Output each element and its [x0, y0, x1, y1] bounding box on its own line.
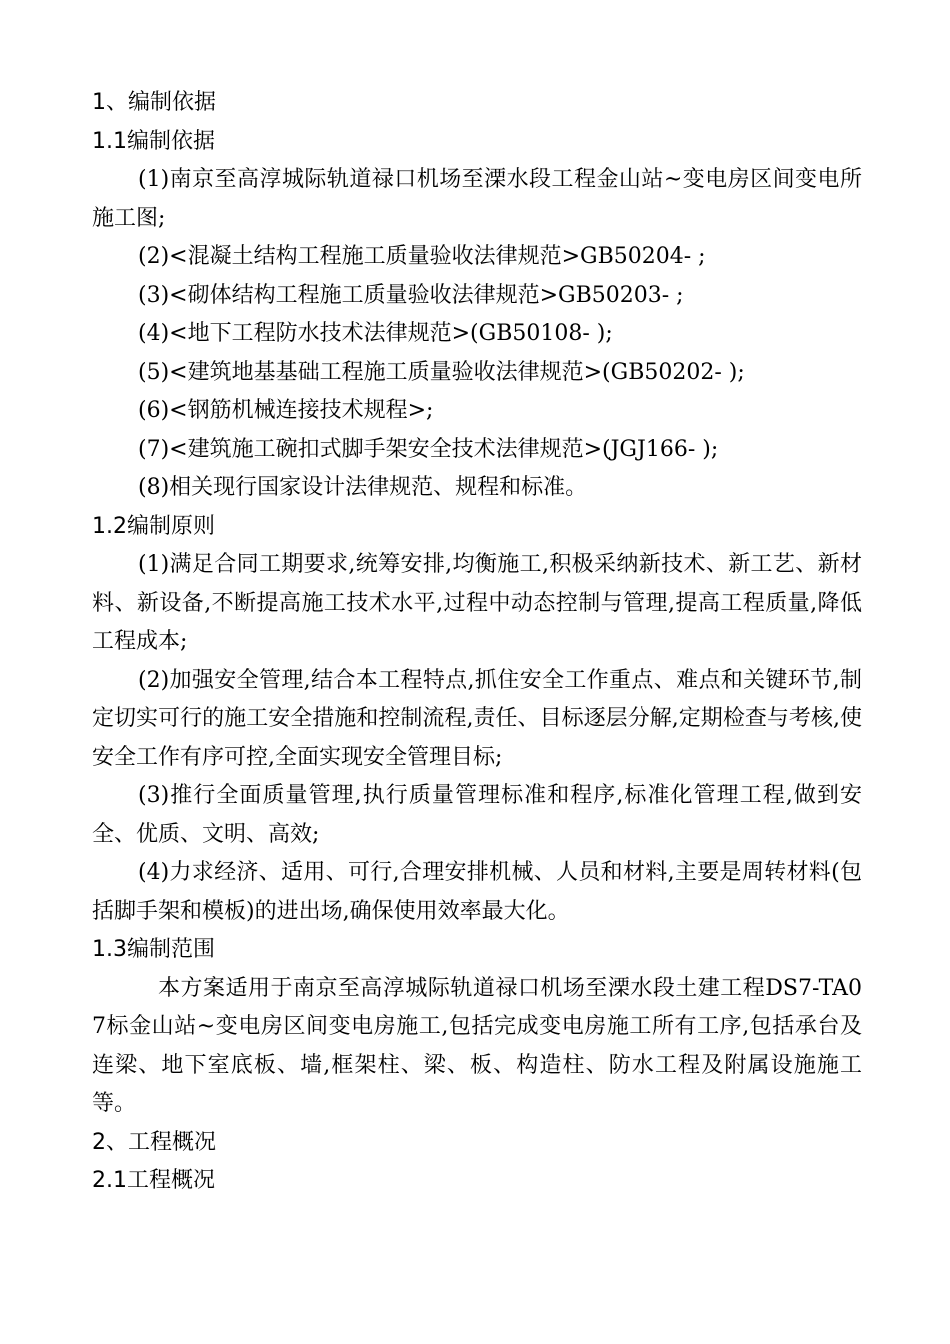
list-item: (2)<混凝土结构工程施工质量验收法律规范>GB50204- ;	[138, 244, 706, 269]
list-item: (3)<砌体结构工程施工质量验收法律规范>GB50203- ;	[138, 282, 684, 308]
list-item: (4)<地下工程防水技术法律规范>(GB50108- );	[138, 321, 613, 346]
list-item: (8)相关现行国家设计法律规范、规程和标准。	[138, 475, 588, 500]
list-item: (2)加强安全管理,结合本工程特点,抓住安全工作重点、难点和关键环节,制定切实可行的施工安全措施和控制流程,责任、目标逐层分解,定期检查与考核,使安全工作有序可控,全面实现安全管理目标;	[92, 667, 862, 770]
section-heading-1: 1、编制依据	[92, 90, 216, 115]
list-item: (1)满足合同工期要求,统筹安排,均衡施工,积极采纳新技术、新工艺、新材料、新设备,不断提高施工技术水平,过程中动态控制与管理,提高工程质量,降低工程成本;	[92, 552, 862, 654]
subsection-heading-1-2: 1.2编制原则	[92, 513, 215, 539]
list-item: (5)<建筑地基基础工程施工质量验收法律规范>(GB50202- );	[138, 359, 745, 385]
list-item: (3)推行全面质量管理,执行质量管理标准和程序,标准化管理工程,做到安全、优质、文明、高效;	[92, 783, 862, 847]
subsection-heading-1-1: 1.1编制依据	[92, 128, 215, 154]
scope-paragraph: 本方案适用于南京至高淳城际轨道禄口机场至溧水段土建工程DS7-TA07标金山站~变电房区间变电房施工,包括完成变电房施工所有工序,包括承台及连梁、地下室底板、墙,框架柱、梁、板、构造柱、防水工程及附属设施施工等。	[92, 975, 862, 1116]
list-item: (1)南京至高淳城际轨道禄口机场至溧水段工程金山站~变电房区间变电所施工图;	[92, 167, 862, 231]
subsection-heading-2-1: 2.1工程概况	[92, 1168, 215, 1193]
subsection-heading-1-3: 1.3编制范围	[92, 937, 215, 962]
list-item: (6)<钢筋机械连接技术规程>;	[138, 398, 434, 423]
document-body	[92, 84, 862, 1201]
principles-list	[92, 546, 862, 931]
list-item: (4)力求经济、适用、可行,合理安排机械、人员和材料,主要是周转材料(包括脚手架和模板)的进出场,确保使用效率最大化。	[92, 860, 862, 924]
list-item: (7)<建筑施工碗扣式脚手架安全技术法律规范>(JGJ166- );	[138, 436, 719, 462]
basis-list	[92, 161, 862, 508]
section-heading-2: 2、工程概况	[92, 1129, 216, 1155]
